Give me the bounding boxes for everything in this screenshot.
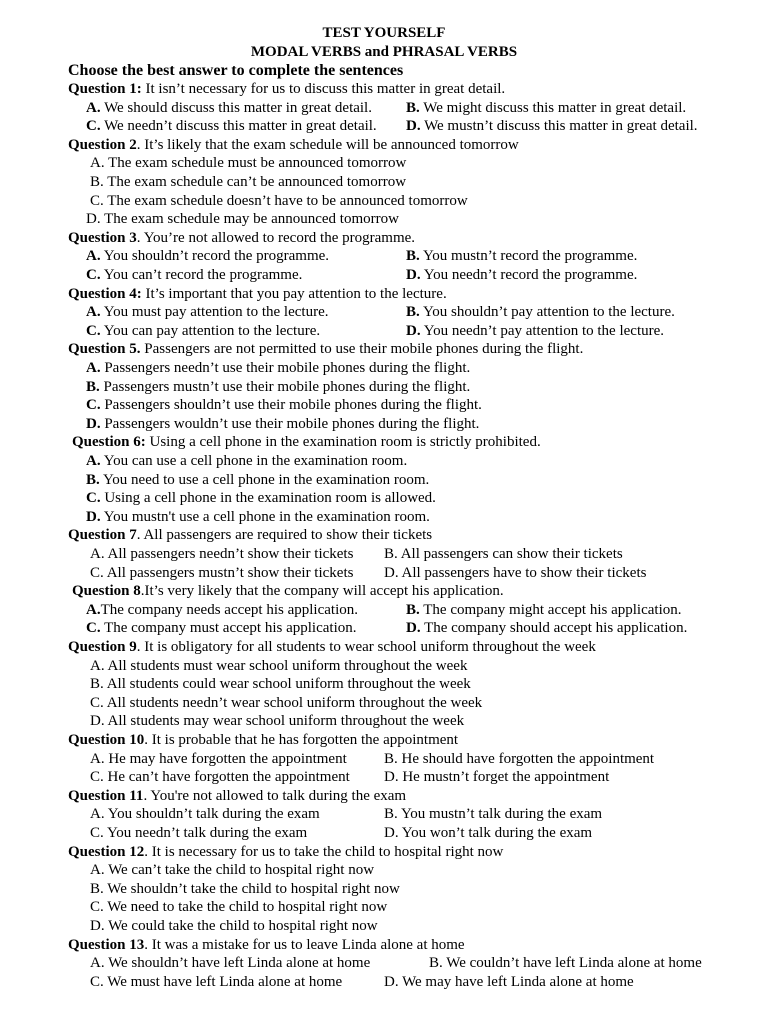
option-text: You needn’t talk during the exam — [103, 825, 308, 841]
option-text: He may have forgotten the appointment — [104, 750, 347, 767]
option-text: The exam schedule doesn’t have to be announced tomorrow — [103, 192, 468, 209]
option-letter: A. — [86, 99, 101, 116]
option-letter: D. — [406, 620, 421, 637]
answer-option[interactable] — [86, 99, 372, 118]
option-letter: D. — [384, 769, 399, 786]
option-text: He should have forgotten the appointment — [397, 750, 655, 767]
option-text: You can use a cell phone in the examination room. — [100, 453, 408, 469]
option-text: He mustn’t forget the appointment — [398, 769, 610, 786]
answer-option[interactable] — [384, 824, 592, 843]
page-subtitle: MODAL VERBS and PHRASAL VERBS — [250, 44, 518, 60]
question-text: . It is necessary for us to take the child to hospital right now — [144, 843, 504, 860]
answer-option[interactable] — [90, 805, 320, 824]
option-letter: D. — [86, 508, 101, 525]
option-letter: A. — [90, 862, 105, 879]
question-text: Using a cell phone in the examination room is strictly prohibited. — [145, 434, 541, 451]
option-text: You can’t record the programme. — [100, 267, 303, 283]
question-text: . All passengers are required to show their tickets — [136, 527, 433, 544]
answer-option[interactable] — [90, 973, 342, 992]
option-text: He can’t have forgotten the appointment — [103, 769, 350, 786]
option-text: You needn’t pay attention to the lecture. — [420, 322, 665, 339]
answer-option[interactable] — [406, 266, 637, 285]
option-letter: B. — [429, 955, 443, 972]
option-text: The company needs accept his application. — [100, 601, 358, 618]
answer-option[interactable] — [406, 601, 682, 620]
answer-option[interactable] — [429, 954, 702, 973]
option-letter: A. — [90, 806, 105, 823]
option-letter: B. — [86, 471, 100, 488]
option-text: The exam schedule can’t be announced tomorrow — [103, 174, 407, 190]
answer-option[interactable] — [86, 619, 357, 638]
question-text: . You’re not allowed to record the programme. — [136, 229, 416, 246]
question-label: Question 5. — [68, 341, 141, 358]
option-text: All students needn’t wear school uniform throughout the week — [103, 694, 483, 711]
option-text: You mustn’t talk during the exam — [397, 806, 603, 823]
option-text: The company might accept his application. — [419, 601, 682, 618]
option-letter: A. — [86, 601, 101, 618]
option-letter: B. — [90, 676, 104, 693]
answer-option[interactable] — [90, 545, 353, 564]
answer-option[interactable] — [86, 266, 302, 285]
answer-option[interactable] — [90, 173, 406, 192]
answer-option[interactable] — [86, 303, 328, 322]
instruction: Choose the best answer to complete the sentences — [68, 62, 404, 79]
answer-option[interactable] — [384, 750, 654, 769]
option-text: You can pay attention to the lecture. — [100, 322, 321, 339]
option-letter: D. — [384, 973, 399, 990]
option-text: You shouldn’t record the programme. — [100, 248, 330, 265]
option-letter: C. — [90, 899, 104, 916]
page-title: TEST YOURSELF — [322, 25, 446, 41]
answer-option[interactable] — [86, 359, 470, 378]
question-label: Question 12 — [68, 843, 145, 860]
question-stem — [68, 340, 768, 359]
option-text: We needn’t discuss this matter in great detail. — [100, 118, 377, 135]
answer-option[interactable] — [90, 824, 307, 843]
answer-option[interactable] — [90, 154, 406, 173]
question-text: . You're not allowed to talk during the exam — [143, 787, 407, 804]
answer-option[interactable] — [406, 117, 698, 136]
option-text: You mustn’t record the programme. — [419, 248, 638, 265]
answer-option[interactable] — [384, 545, 623, 564]
answer-option[interactable] — [90, 712, 464, 731]
answer-option[interactable] — [384, 564, 646, 583]
option-text: Passengers mustn’t use their mobile phones during the flight. — [99, 378, 471, 395]
question-stem — [68, 638, 768, 657]
question-stem — [68, 787, 768, 806]
option-text: We mustn’t discuss this matter in great detail. — [420, 118, 698, 135]
option-letter: B. — [406, 248, 420, 265]
option-letter: C. — [90, 825, 104, 841]
answer-option[interactable] — [90, 564, 353, 583]
answer-option[interactable] — [86, 415, 479, 434]
answer-option[interactable] — [90, 192, 468, 211]
answer-option[interactable] — [90, 750, 347, 769]
option-letter: A. — [86, 453, 101, 469]
option-text: We might discuss this matter in great detail. — [419, 99, 687, 116]
question-text: Passengers are not permitted to use their mobile phones during the flight. — [140, 341, 584, 358]
question-label: Question 1: — [68, 81, 142, 97]
option-text: Passengers needn’t use their mobile phones during the flight. — [100, 360, 471, 376]
option-text: We shouldn’t have left Linda alone at home — [104, 955, 371, 972]
option-letter: B. — [384, 750, 398, 767]
question-stem — [68, 936, 768, 955]
answer-option[interactable] — [86, 471, 429, 490]
option-letter: D. — [406, 267, 421, 283]
option-text: All passengers have to show their tickets — [398, 564, 647, 581]
option-letter: B. — [384, 806, 398, 823]
answer-option[interactable] — [90, 880, 400, 899]
option-letter: A. — [90, 750, 105, 767]
answer-option[interactable] — [406, 619, 687, 638]
option-letter: C. — [90, 973, 104, 990]
option-text: All students may wear school uniform throughout the week — [104, 713, 465, 730]
option-text: Passengers wouldn’t use their mobile phones during the flight. — [100, 415, 480, 432]
question-text: It’s important that you pay attention to the lecture. — [141, 285, 447, 302]
question-stem — [68, 285, 768, 304]
question-label: Question 9 — [68, 639, 137, 655]
option-text: We should discuss this matter in great detail. — [100, 99, 372, 116]
option-letter: D. — [86, 211, 101, 228]
question-label: Question 11 — [68, 787, 144, 804]
option-letter: D. — [90, 713, 105, 730]
question-stem — [72, 582, 768, 601]
option-letter: B. — [90, 174, 104, 190]
question-stem — [72, 433, 768, 452]
answer-option[interactable] — [90, 657, 467, 676]
question-label: Question 13 — [68, 936, 145, 953]
option-text: The company must accept his application. — [100, 620, 357, 637]
answer-option[interactable] — [86, 117, 377, 136]
question-text: . It is probable that he has forgotten the appointment — [144, 732, 459, 748]
option-text: All passengers can show their tickets — [397, 546, 623, 562]
answer-option[interactable] — [86, 378, 470, 397]
answer-option[interactable] — [86, 508, 430, 527]
question-text: . It is obligatory for all students to wear school uniform throughout the week — [136, 639, 596, 655]
option-letter: A. — [90, 155, 105, 172]
option-letter: C. — [90, 694, 104, 711]
question-label: Question 7 — [68, 527, 137, 544]
answer-option[interactable] — [86, 396, 482, 415]
answer-option[interactable] — [90, 898, 387, 917]
option-letter: B. — [86, 378, 100, 395]
option-text: All passengers mustn’t show their tickets — [103, 564, 354, 581]
answer-option[interactable] — [406, 247, 637, 266]
option-letter: C. — [90, 564, 104, 581]
option-text: We may have left Linda alone at home — [398, 973, 634, 990]
answer-option[interactable] — [86, 210, 399, 229]
answer-option[interactable] — [90, 954, 370, 973]
option-letter: B. — [384, 546, 398, 562]
option-letter: C. — [90, 192, 104, 209]
option-letter: D. — [90, 918, 105, 934]
option-text: You shouldn’t talk during the exam — [104, 806, 320, 823]
answer-option[interactable] — [86, 489, 436, 508]
option-text: We can’t take the child to hospital right now — [104, 862, 375, 879]
answer-option[interactable] — [384, 805, 602, 824]
option-letter: A. — [90, 955, 105, 972]
question-label: Question 10 — [68, 732, 145, 748]
option-text: We shouldn’t take the child to hospital right now — [103, 880, 400, 897]
option-text: We couldn’t have left Linda alone at home — [442, 955, 702, 972]
option-text: You mustn't use a cell phone in the examination room. — [100, 508, 430, 525]
option-text: You won’t talk during the exam — [398, 825, 593, 841]
question-text: .It’s very likely that the company will accept his application. — [140, 583, 504, 600]
answer-option[interactable] — [86, 601, 358, 620]
answer-option[interactable] — [86, 247, 329, 266]
question-stem — [68, 526, 768, 545]
option-text: All students could wear school uniform throughout the week — [103, 676, 471, 693]
answer-option[interactable] — [384, 973, 634, 992]
option-text: The company should accept his application. — [420, 620, 688, 637]
option-letter: D. — [384, 825, 399, 841]
answer-option[interactable] — [406, 99, 686, 118]
option-text: The exam schedule may be announced tomorrow — [100, 211, 399, 228]
question-label: Question 8 — [72, 583, 141, 600]
option-letter: A. — [86, 304, 101, 321]
option-letter: C. — [86, 118, 101, 135]
option-letter: B. — [406, 601, 420, 618]
question-label: Question 4: — [68, 285, 142, 302]
option-letter: A. — [90, 657, 105, 674]
option-letter: B. — [406, 99, 420, 116]
question-stem — [68, 136, 768, 155]
option-text: We must have left Linda alone at home — [103, 973, 343, 990]
question-label: Question 3 — [68, 229, 137, 246]
option-letter: C. — [90, 769, 104, 786]
option-text: You needn’t record the programme. — [420, 267, 638, 283]
option-text: All passengers needn’t show their tickets — [104, 546, 354, 562]
option-text: Using a cell phone in the examination room is allowed. — [100, 490, 436, 507]
option-letter: C. — [86, 267, 101, 283]
answer-option[interactable] — [86, 452, 407, 471]
answer-option[interactable] — [90, 675, 471, 694]
option-text: Passengers shouldn’t use their mobile phones during the flight. — [100, 397, 482, 414]
answer-option[interactable] — [90, 917, 378, 936]
question-stem — [68, 80, 768, 99]
answer-option[interactable] — [86, 322, 320, 341]
question-text: . It’s likely that the exam schedule will be announced tomorrow — [136, 136, 519, 153]
option-letter: C. — [86, 397, 101, 414]
option-letter: B. — [406, 304, 420, 321]
answer-option[interactable] — [406, 303, 675, 322]
question-text: . It was a mistake for us to leave Linda alone at home — [144, 936, 465, 953]
option-text: We need to take the child to hospital right now — [103, 899, 388, 916]
question-stem — [68, 229, 768, 248]
option-text: You need to use a cell phone in the examination room. — [99, 471, 430, 488]
option-letter: C. — [86, 322, 101, 339]
option-letter: C. — [86, 490, 101, 507]
option-letter: C. — [86, 620, 101, 637]
answer-option[interactable] — [384, 768, 609, 787]
answer-option[interactable] — [90, 861, 374, 880]
option-text: All students must wear school uniform throughout the week — [104, 657, 468, 674]
option-text: We could take the child to hospital right now — [104, 918, 378, 934]
option-letter: D. — [406, 118, 421, 135]
option-letter: B. — [90, 880, 104, 897]
option-letter: D. — [406, 322, 421, 339]
question-label: Question 2 — [68, 136, 137, 153]
question-text: It isn’t necessary for us to discuss this matter in great detail. — [141, 81, 506, 97]
option-text: You shouldn’t pay attention to the lecture. — [419, 304, 675, 321]
option-letter: A. — [86, 248, 101, 265]
option-text: You must pay attention to the lecture. — [100, 304, 329, 321]
answer-option[interactable] — [90, 768, 350, 787]
option-letter: A. — [90, 546, 105, 562]
option-letter: D. — [86, 415, 101, 432]
option-text: The exam schedule must be announced tomorrow — [104, 155, 407, 172]
option-letter: A. — [86, 360, 101, 376]
question-label: Question 6: — [72, 434, 146, 451]
answer-option[interactable] — [90, 694, 482, 713]
option-letter: D. — [384, 564, 399, 581]
question-stem — [68, 843, 768, 862]
question-stem — [68, 731, 768, 750]
answer-option[interactable] — [406, 322, 664, 341]
